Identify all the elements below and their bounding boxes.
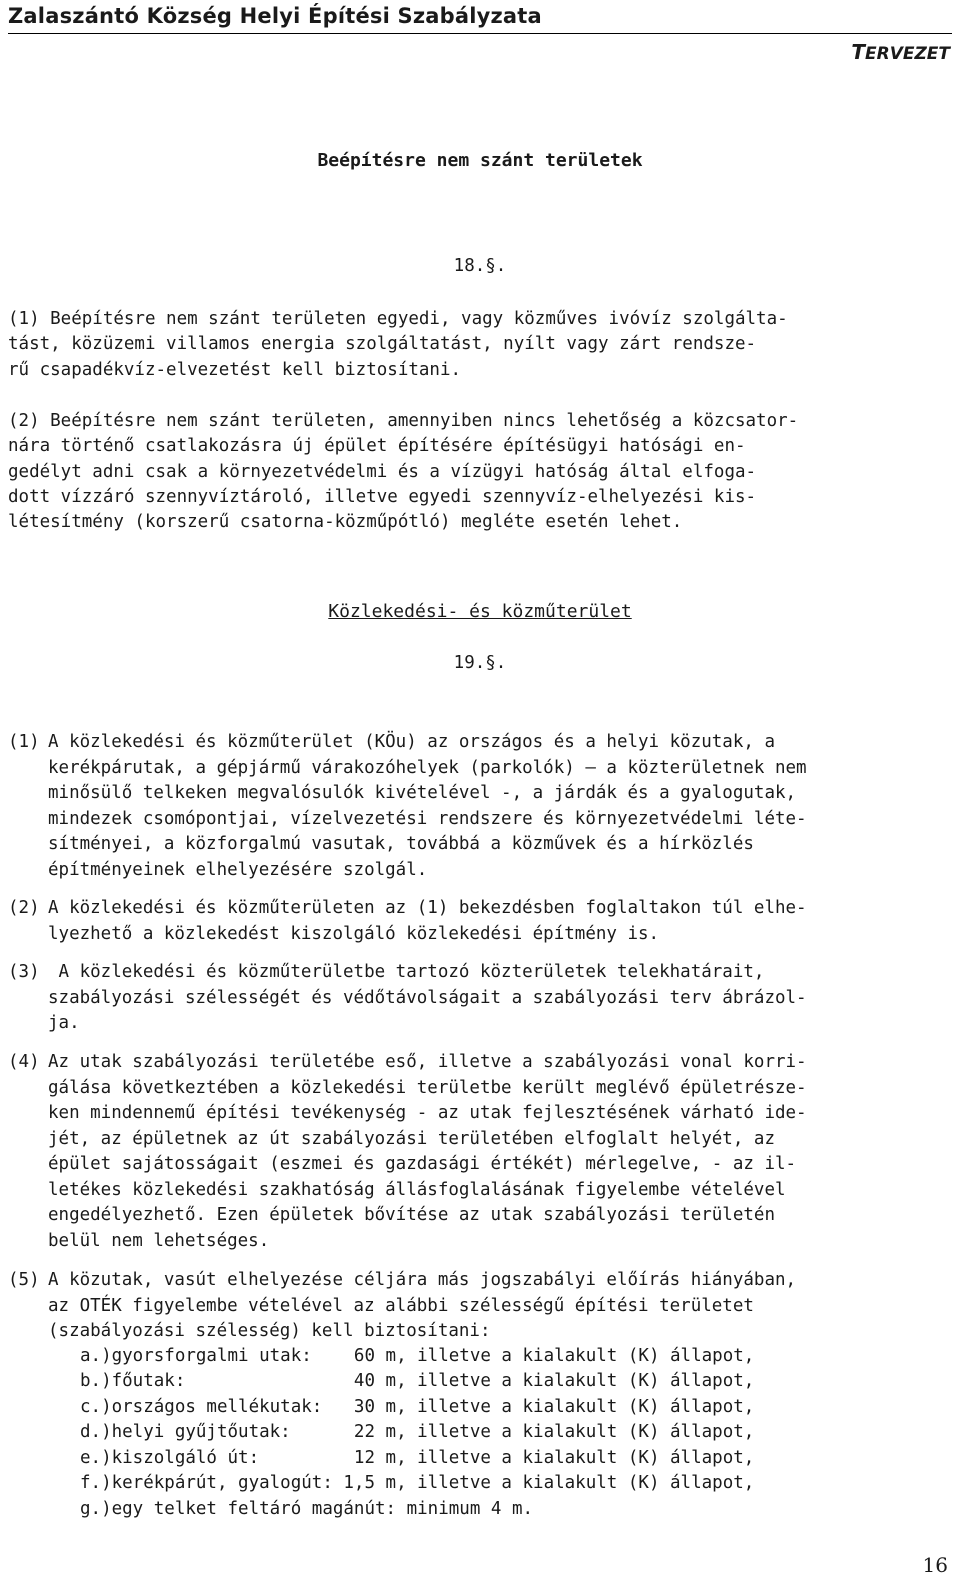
item-number: (5) xyxy=(8,1270,40,1290)
item-number: (4) xyxy=(8,1052,40,1072)
section-19-item-4 xyxy=(8,1050,950,1254)
section-19-item-3 xyxy=(8,960,950,1037)
width-list-item-e: e.)kiszolgáló út: 12 m, illetve a kialakult (K) állapot, xyxy=(80,1448,755,1468)
section-18-paragraph-2: (2) Beépítésre nem szánt területen, amennyiben nincs lehetőség a közcsator- nára történő csatlakozásra új épület építésére építésügyi hatósági en- gedélyt adni csak a környezetvédelmi és a vízügyi hatóság által elfoga- dott vízzáró szennyvíztároló, illetve egyedi szennyvíz-elhelyezési kis- létesítmény (korszerű csatorna-közműpótló) megléte esetén lehet. xyxy=(8,411,799,533)
section-19-item-1 xyxy=(8,730,950,883)
item-text: A közlekedési és közműterület (KÖu) az országos és a helyi közutak, a kerékpárutak, a gépjármű várakozóhelyek (parkolók) – a közterületnek nem minősülő telkeken megvalósulók kivételével -, a járdák és a gyalogutak, mindezek csomópontjai, vízelvezetési rendszere és környezetvédelmi léte- sítményei, a közforgalmú vasutak, továbbá a közművek és a hírközlés építményeinek elhelyezésére szolgál. xyxy=(48,732,807,880)
document-header-title: Zalaszántó Község Helyi Építési Szabályzata xyxy=(8,4,542,28)
header-divider xyxy=(8,33,952,34)
document-status-label xyxy=(851,40,950,64)
section-19-item-5 xyxy=(8,1268,950,1345)
status-rest: ERVEZET xyxy=(864,44,950,64)
section-18-paragraph-1: (1) Beépítésre nem szánt területen egyedi, vagy közműves ivóvíz szolgálta- tást, közüzemi villamos energia szolgáltatást, nyílt vagy zárt rendsze- rű csapadékvíz-elvezetést kell biztosítani. xyxy=(8,309,788,380)
width-list-item-g: g.)egy telket feltáró magánút: minimum 4 m. xyxy=(80,1499,534,1519)
item-number: (1) xyxy=(8,732,40,752)
width-list-item-d: d.)helyi gyűjtőutak: 22 m, illetve a kialakult (K) állapot, xyxy=(80,1422,755,1442)
section-18-title: Beépítésre nem szánt területek xyxy=(317,150,643,171)
item-text: A közlekedési és közműterületbe tartozó közterületek telekhatárait, szabályozási szélességét és védőtávolságait a szabályozási terv ábrázol- ja. xyxy=(48,962,807,1033)
width-list-item-a: a.)gyorsforgalmi utak: 60 m, illetve a kialakult (K) állapot, xyxy=(80,1346,755,1366)
section-18-number: 18.§. xyxy=(453,256,507,276)
width-list-item-f: f.)kerékpárút, gyalogút: 1,5 m, illetve a kialakult (K) állapot, xyxy=(80,1473,755,1493)
section-19-item-2 xyxy=(8,896,950,947)
section-19-number: 19.§. xyxy=(453,653,507,673)
width-list-item-b: b.)főutak: 40 m, illetve a kialakult (K) állapot, xyxy=(80,1371,755,1391)
item-text: A közutak, vasút elhelyezése céljára más jogszabályi előírás hiányában, az OTÉK figyelembe vételével az alábbi szélességű építési területet (szabályozási szélesség) kell biztosítani: xyxy=(48,1270,797,1341)
section-19-title: Közlekedési- és közműterület xyxy=(328,601,632,622)
item-number: (2) xyxy=(8,898,40,918)
item-number: (3) xyxy=(8,962,40,982)
item-text: A közlekedési és közműterületen az (1) bekezdésben foglaltakon túl elhe- lyezhető a közlekedést kiszolgáló közlekedési építmény is. xyxy=(48,898,807,944)
width-list-item-c: c.)országos mellékutak: 30 m, illetve a kialakult (K) állapot, xyxy=(80,1397,755,1417)
status-initial: T xyxy=(851,40,865,64)
page-number: 16 xyxy=(922,1553,948,1577)
item-text: Az utak szabályozási területébe eső, illetve a szabályozási vonal korri- gálása következtében a közlekedési területbe került meglévő épületrésze- ken mindennemű építési tevékenység - az utak fejlesztésének várható ide- jét, az épületnek az út szabályozási területében elfoglalt helyét, az épület sajátosságait (eszmei és gazdasági értékét) mérlegelve, - az il- letékes közlekedési szakhatóság állásfoglalásának figyelembe vételével engedélyezhető. Ezen épületek bővítése az utak szabályozási területén belül nem lehetséges. xyxy=(48,1052,807,1251)
